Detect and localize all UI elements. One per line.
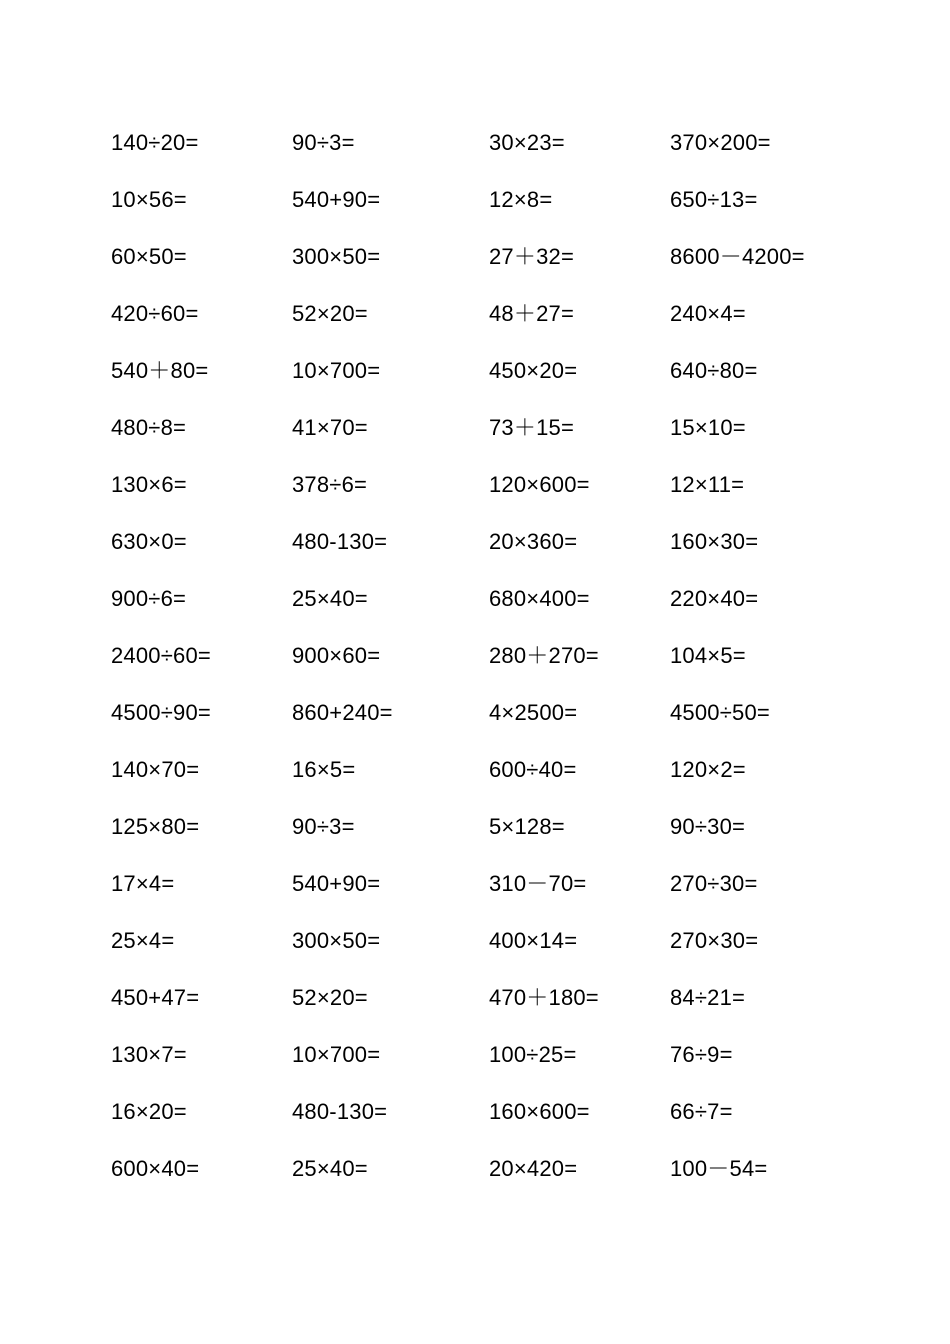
math-problem: 15×10= [670, 414, 746, 440]
problem-row [111, 798, 871, 855]
math-problem: 130×6= [111, 471, 187, 497]
math-problem: 76÷9= [670, 1041, 733, 1067]
math-problem: 140×70= [111, 756, 200, 782]
math-problem: 540+90= [292, 186, 381, 212]
math-problem: 480-130= [292, 1098, 388, 1124]
math-problem: 378÷6= [292, 471, 368, 497]
math-problem: 160×600= [489, 1098, 590, 1124]
math-problem: 630×0= [111, 528, 187, 554]
math-problem: 450×20= [489, 357, 578, 383]
math-problem: 220×40= [670, 585, 759, 611]
problem-row [111, 228, 871, 285]
math-problem: 104×5= [670, 642, 746, 668]
problem-row [111, 1083, 871, 1140]
math-problem: 470＋180= [489, 984, 599, 1010]
math-problem: 300×50= [292, 927, 381, 953]
math-problem: 90÷30= [670, 813, 746, 839]
problem-row [111, 171, 871, 228]
problem-row [111, 513, 871, 570]
problem-row [111, 741, 871, 798]
math-problem: 73＋15= [489, 414, 574, 440]
math-problem: 100÷25= [489, 1041, 577, 1067]
math-problem: 4×2500= [489, 699, 578, 725]
math-problem: 450+47= [111, 984, 200, 1010]
math-problem: 310－70= [489, 870, 587, 896]
math-problem: 90÷3= [292, 129, 355, 155]
math-problem: 120×600= [489, 471, 590, 497]
math-problem: 12×11= [670, 471, 745, 497]
math-problem: 650÷13= [670, 186, 758, 212]
math-problem: 25×40= [292, 585, 368, 611]
math-problem: 5×128= [489, 813, 565, 839]
math-problem: 480÷8= [111, 414, 187, 440]
math-problem: 125×80= [111, 813, 200, 839]
math-problem: 600×40= [111, 1155, 200, 1181]
problem-row [111, 684, 871, 741]
math-problem: 540+90= [292, 870, 381, 896]
math-problem: 90÷3= [292, 813, 355, 839]
problem-row [111, 969, 871, 1026]
math-problem: 120×2= [670, 756, 746, 782]
math-problem: 860+240= [292, 699, 393, 725]
math-problem: 16×20= [111, 1098, 187, 1124]
math-problem: 4500÷90= [111, 699, 211, 725]
math-problem: 140÷20= [111, 129, 199, 155]
math-problem: 25×40= [292, 1155, 368, 1181]
problem-row [111, 627, 871, 684]
problem-row [111, 1026, 871, 1083]
math-problem: 240×4= [670, 300, 746, 326]
math-problem: 400×14= [489, 927, 578, 953]
math-problem: 52×20= [292, 300, 368, 326]
math-problem: 10×700= [292, 357, 381, 383]
math-problem: 160×30= [670, 528, 759, 554]
problem-row [111, 912, 871, 969]
math-problem: 130×7= [111, 1041, 187, 1067]
math-problem: 17×4= [111, 870, 175, 896]
math-problem: 420÷60= [111, 300, 199, 326]
math-problem: 66÷7= [670, 1098, 733, 1124]
math-problem: 10×56= [111, 186, 187, 212]
math-problem: 4500÷50= [670, 699, 770, 725]
math-problem: 84÷21= [670, 984, 746, 1010]
math-problem: 540＋80= [111, 357, 209, 383]
math-problem: 640÷80= [670, 357, 758, 383]
problem-row [111, 342, 871, 399]
math-problem: 280＋270= [489, 642, 599, 668]
math-problem: 30×23= [489, 129, 565, 155]
math-problem: 10×700= [292, 1041, 381, 1067]
math-problem: 300×50= [292, 243, 381, 269]
problem-row [111, 855, 871, 912]
math-problem: 270÷30= [670, 870, 758, 896]
math-problem: 25×4= [111, 927, 175, 953]
math-problem: 27＋32= [489, 243, 574, 269]
problem-row [111, 399, 871, 456]
math-problem: 100－54= [670, 1155, 768, 1181]
math-problem: 480-130= [292, 528, 388, 554]
math-problem: 12×8= [489, 186, 553, 212]
math-problem: 16×5= [292, 756, 356, 782]
math-problem: 370×200= [670, 129, 771, 155]
math-problem: 600÷40= [489, 756, 577, 782]
math-problem: 900×60= [292, 642, 381, 668]
math-problem: 20×360= [489, 528, 578, 554]
math-problem: 270×30= [670, 927, 759, 953]
math-problem: 20×420= [489, 1155, 578, 1181]
math-problem: 680×400= [489, 585, 590, 611]
problem-row [111, 456, 871, 513]
math-problem: 60×50= [111, 243, 187, 269]
problem-row [111, 285, 871, 342]
problem-row [111, 114, 871, 171]
math-problem: 900÷6= [111, 585, 187, 611]
problem-row [111, 1140, 871, 1197]
arithmetic-worksheet [111, 114, 871, 1197]
math-problem: 48＋27= [489, 300, 574, 326]
math-problem: 8600－4200= [670, 243, 805, 269]
math-problem: 2400÷60= [111, 642, 211, 668]
problem-row [111, 570, 871, 627]
math-problem: 41×70= [292, 414, 368, 440]
math-problem: 52×20= [292, 984, 368, 1010]
